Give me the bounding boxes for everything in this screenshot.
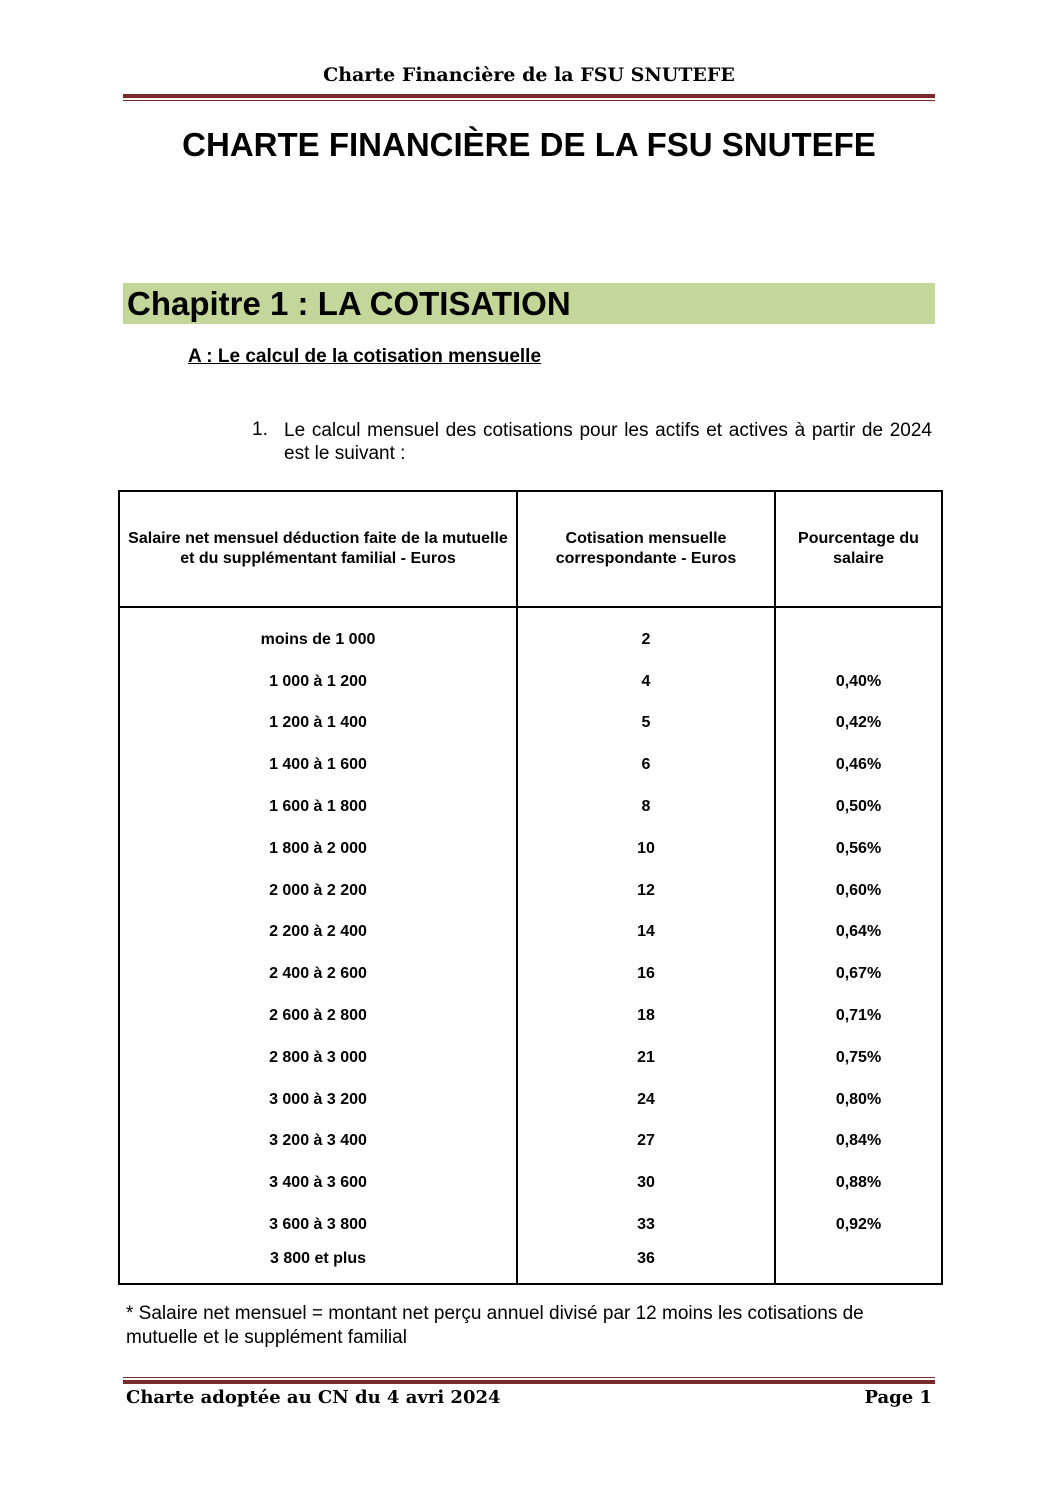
cell-percent: 0,92%	[775, 1204, 942, 1246]
table-row	[119, 786, 942, 828]
table-row	[119, 1121, 942, 1163]
cell-salary: 2 600 à 2 800	[119, 995, 517, 1037]
cell-percent: 0,88%	[775, 1162, 942, 1204]
cell-salary: 3 800 et plus	[119, 1246, 517, 1284]
cell-cotisation: 33	[517, 1204, 775, 1246]
column-header-percent: Pourcentage du salaire	[775, 491, 942, 607]
cell-salary: 2 200 à 2 400	[119, 912, 517, 954]
cell-percent: 0,64%	[775, 912, 942, 954]
table-row	[119, 1204, 942, 1246]
cell-cotisation: 6	[517, 744, 775, 786]
cell-cotisation: 5	[517, 703, 775, 745]
cell-salary: 2 400 à 2 600	[119, 953, 517, 995]
table-row	[119, 1037, 942, 1079]
table-row	[119, 953, 942, 995]
table-row	[119, 912, 942, 954]
cell-percent: 0,56%	[775, 828, 942, 870]
cell-cotisation: 27	[517, 1121, 775, 1163]
cell-salary: 1 600 à 1 800	[119, 786, 517, 828]
column-header-cotisation: Cotisation mensuelle correspondante - Euros	[517, 491, 775, 607]
cell-percent: 0,75%	[775, 1037, 942, 1079]
document-title: CHARTE FINANCIÈRE DE LA FSU SNUTEFE	[182, 126, 876, 163]
cell-percent: 0,42%	[775, 703, 942, 745]
running-footer	[126, 1387, 932, 1408]
chapter-title: Chapitre 1 : LA COTISATION	[123, 283, 935, 324]
cell-cotisation: 8	[517, 786, 775, 828]
running-header-title: Charte Financière de la FSU SNUTEFE	[323, 64, 735, 86]
list-item-text: Le calcul mensuel des cotisations pour les actifs et actives à partir de 2024 est le suivant :	[284, 420, 932, 464]
column-header-salary: Salaire net mensuel déduction faite de la mutuelle et du supplémentant familial - Euros	[119, 491, 517, 607]
cell-cotisation: 24	[517, 1079, 775, 1121]
cell-salary: 2 000 à 2 200	[119, 870, 517, 912]
cell-salary: 3 400 à 3 600	[119, 1162, 517, 1204]
table-row	[119, 1162, 942, 1204]
header-rule-thick	[123, 94, 935, 98]
cell-cotisation: 2	[517, 619, 775, 661]
cell-percent	[775, 619, 942, 661]
footer-adoption-note: Charte adoptée au CN du 4 avri 2024	[126, 1387, 501, 1408]
cell-salary: 3 200 à 3 400	[119, 1121, 517, 1163]
footer-rule-thick	[123, 1380, 935, 1384]
table-header-row	[119, 491, 942, 607]
table-row	[119, 1079, 942, 1121]
table-row	[119, 1246, 942, 1284]
table-row	[119, 744, 942, 786]
cell-salary: 1 400 à 1 600	[119, 744, 517, 786]
cell-salary: moins de 1 000	[119, 619, 517, 661]
cell-salary: 1 200 à 1 400	[119, 703, 517, 745]
cell-cotisation: 4	[517, 661, 775, 703]
cell-percent: 0,84%	[775, 1121, 942, 1163]
table-body	[119, 607, 942, 1284]
cell-percent: 0,40%	[775, 661, 942, 703]
cell-percent: 0,50%	[775, 786, 942, 828]
footer-rule-thin	[123, 1377, 935, 1378]
cell-salary: 2 800 à 3 000	[119, 1037, 517, 1079]
cell-cotisation: 18	[517, 995, 775, 1037]
cell-percent: 0,46%	[775, 744, 942, 786]
cell-cotisation: 36	[517, 1246, 775, 1284]
cell-salary: 3 000 à 3 200	[119, 1079, 517, 1121]
cell-percent: 0,80%	[775, 1079, 942, 1121]
cotisation-table	[118, 490, 943, 1285]
cell-cotisation: 10	[517, 828, 775, 870]
list-item-number: 1.	[252, 419, 268, 440]
cell-percent: 0,60%	[775, 870, 942, 912]
cell-salary: 1 000 à 1 200	[119, 661, 517, 703]
footnote: * Salaire net mensuel = montant net perçu annuel divisé par 12 moins les cotisations de mutuelle et le supplément familial	[126, 1303, 864, 1348]
cell-percent: 0,67%	[775, 953, 942, 995]
footer-page-number: Page 1	[864, 1387, 932, 1408]
cell-percent: 0,71%	[775, 995, 942, 1037]
cell-cotisation: 14	[517, 912, 775, 954]
cell-percent	[775, 1246, 942, 1284]
cell-salary: 3 600 à 3 800	[119, 1204, 517, 1246]
table-spacer-row	[119, 607, 942, 619]
section-heading: A : Le calcul de la cotisation mensuelle	[188, 346, 542, 367]
cell-cotisation: 16	[517, 953, 775, 995]
cell-cotisation: 21	[517, 1037, 775, 1079]
cell-cotisation: 12	[517, 870, 775, 912]
table-row	[119, 828, 942, 870]
cell-salary: 1 800 à 2 000	[119, 828, 517, 870]
table-row	[119, 870, 942, 912]
table-row	[119, 619, 942, 661]
header-rule-thin	[123, 100, 935, 101]
table-row	[119, 703, 942, 745]
table-row	[119, 661, 942, 703]
cell-cotisation: 30	[517, 1162, 775, 1204]
table-row	[119, 995, 942, 1037]
